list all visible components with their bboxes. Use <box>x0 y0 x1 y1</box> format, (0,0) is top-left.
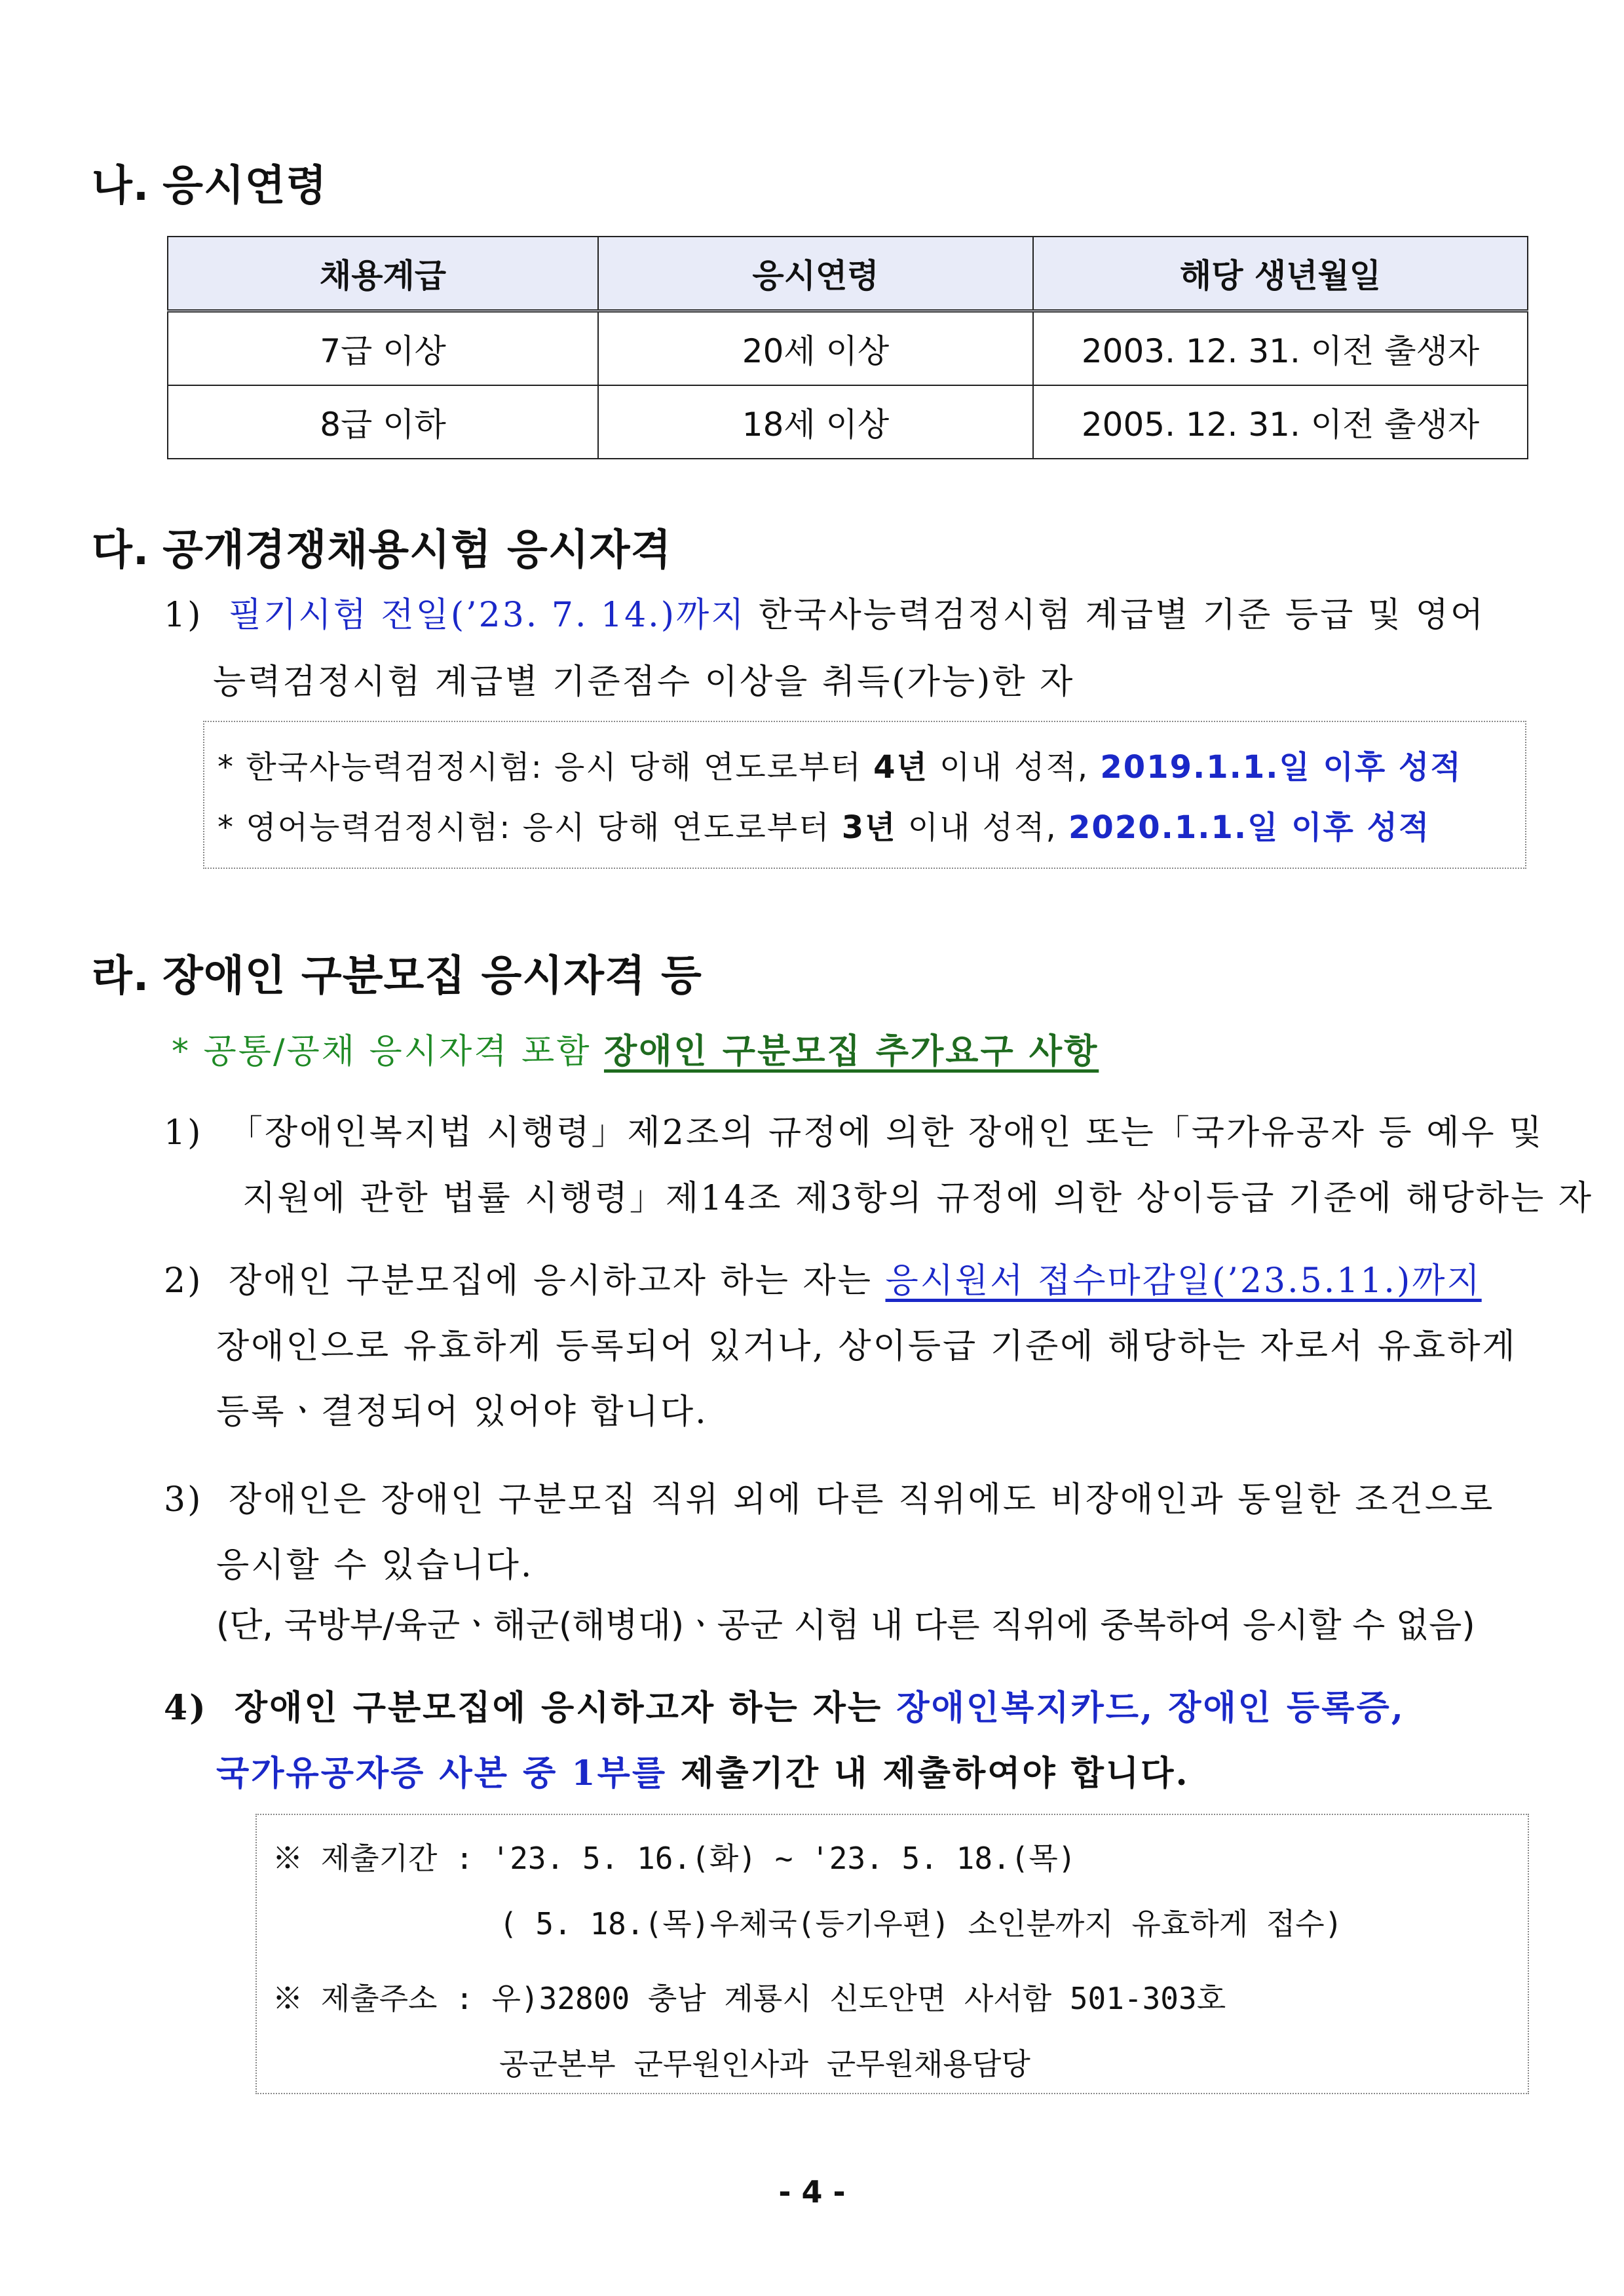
ra-item-2-line-1 <box>164 1253 1482 1302</box>
ra-item-4-line-2 <box>216 1746 1190 1795</box>
table-cell: 20세 이상 <box>598 311 1033 386</box>
header-cell: 채용계급 <box>168 237 598 311</box>
page-number: - 4 - <box>778 2174 846 2210</box>
address-dept: 공군본부 군무원인사과 군무원채용담당 <box>499 2046 1030 2082</box>
section-number: 나. <box>92 162 150 210</box>
submission-box <box>255 1814 1529 2094</box>
note-text: 이내 성적, <box>896 809 1069 846</box>
address-label: ※ 제출주소 : <box>273 1981 492 2016</box>
da-item-1-line-1 <box>164 587 1485 636</box>
period-note: ( 5. 18.(목)우체국(등기우편) 소인분까지 유효하게 접수) <box>499 1906 1343 1942</box>
period-label: ※ 제출기간 : <box>273 1841 492 1876</box>
table-cell: 8급 이하 <box>168 385 598 459</box>
section-heading-ra <box>92 942 702 1003</box>
item-text: 장애인은 장애인 구분모집 직위 외에 다른 직위에도 비장애인과 동일한 조건으로 <box>228 1480 1495 1520</box>
item-text: 「장애인복지법 시행령」제2조의 규정에 의한 장애인 또는「국가유공자 등 예우 및 <box>228 1113 1544 1153</box>
item-text: 제출기간 내 제출하여야 합니다. <box>667 1753 1190 1793</box>
age-table <box>167 236 1528 459</box>
note-text: 이내 성적, <box>928 749 1101 786</box>
table-row <box>168 385 1528 459</box>
item-text: 장애인 구분모집에 응시하고자 하는 자는 <box>228 1261 886 1301</box>
note-years: 3년 <box>841 809 897 846</box>
table-cell: 18세 이상 <box>598 385 1033 459</box>
period-value: '23. 5. 16.(화) ~ '23. 5. 18.(목) <box>491 1841 1076 1876</box>
section-title: 공개경쟁채용시험 응시자격 <box>162 526 672 575</box>
note-english <box>217 802 1430 847</box>
item-number: 2) <box>164 1261 203 1301</box>
ra-item-2-line-2: 장애인으로 유효하게 등록되어 있거나, 상이등급 기준에 해당하는 자로서 유효하게 <box>216 1327 1517 1366</box>
ra-subtitle <box>172 1024 1099 1073</box>
submission-address <box>273 1975 1226 2018</box>
deadline-highlight: 응시원서 접수마감일(’23.5.11.)까지 <box>885 1261 1482 1301</box>
section-title: 장애인 구분모집 응시자격 등 <box>162 952 702 1001</box>
item-number: 1) <box>164 1113 203 1153</box>
documents-highlight: 장애인복지카드, 장애인 등록증, <box>896 1688 1405 1728</box>
da-item-1-line-2: 능력검정시험 계급별 기준점수 이상을 취득(가능)한 자 <box>213 662 1075 702</box>
table-cell: 2005. 12. 31. 이전 출생자 <box>1033 385 1528 459</box>
section-heading-na <box>92 152 327 212</box>
note-date: 2019.1.1.일 이후 성적 <box>1100 749 1462 786</box>
ra-item-2-line-3: 등록ㆍ결정되어 있어야 합니다. <box>216 1392 708 1432</box>
item-number: 4) <box>164 1688 208 1728</box>
item-text: 장애인 구분모집에 응시하고자 하는 자는 <box>234 1688 897 1728</box>
ra-item-3-line-3: (단, 국방부/육군ㆍ해군(해병대)ㆍ공군 시험 내 다른 직위에 중복하여 응시할 수 없음) <box>216 1606 1475 1645</box>
score-notes-box <box>203 721 1526 869</box>
ra-item-1-line-1 <box>164 1105 1543 1154</box>
note-years: 4년 <box>873 749 928 786</box>
ra-item-3-line-1 <box>164 1472 1494 1521</box>
submission-period <box>273 1835 1076 1878</box>
section-number: 라. <box>92 952 150 1001</box>
ra-item-4-line-1 <box>164 1680 1405 1729</box>
table-header-row <box>168 237 1528 311</box>
table-cell: 2003. 12. 31. 이전 출생자 <box>1033 311 1528 386</box>
header-cell: 해당 생년월일 <box>1033 237 1528 311</box>
item-number: 1) <box>164 596 203 635</box>
header-cell: 응시연령 <box>598 237 1033 311</box>
note-text: * 한국사능력검정시험: 응시 당해 연도로부터 <box>217 749 874 786</box>
table-cell: 7급 이상 <box>168 311 598 386</box>
table-row <box>168 311 1528 386</box>
deadline-highlight: 필기시험 전일(’23. 7. 14.)까지 <box>228 596 746 635</box>
ra-item-3-line-2: 응시할 수 있습니다. <box>216 1546 534 1585</box>
section-number: 다. <box>92 526 150 575</box>
section-title: 응시연령 <box>162 162 328 210</box>
subtitle-text: * 공통/공채 응시자격 포함 <box>172 1032 604 1071</box>
documents-highlight: 국가유공자증 사본 중 1부를 <box>216 1753 668 1793</box>
ra-item-1-line-2: 지원에 관한 법률 시행령」제14조 제3항의 규정에 의한 상이등급 기준에 해당하는 자 <box>242 1179 1593 1218</box>
note-date: 2020.1.1.일 이후 성적 <box>1068 809 1431 846</box>
item-number: 3) <box>164 1480 203 1520</box>
address-value: 우)32800 충남 계룡시 신도안면 사서함 501-303호 <box>491 1981 1226 2016</box>
note-korean-history <box>217 742 1462 787</box>
subtitle-emphasis: 장애인 구분모집 추가요구 사항 <box>603 1032 1099 1071</box>
section-heading-da <box>92 516 671 577</box>
note-text: * 영어능력검정시험: 응시 당해 연도로부터 <box>217 809 842 846</box>
item-text: 한국사능력검정시험 계급별 기준 등급 및 영어 <box>746 596 1486 635</box>
